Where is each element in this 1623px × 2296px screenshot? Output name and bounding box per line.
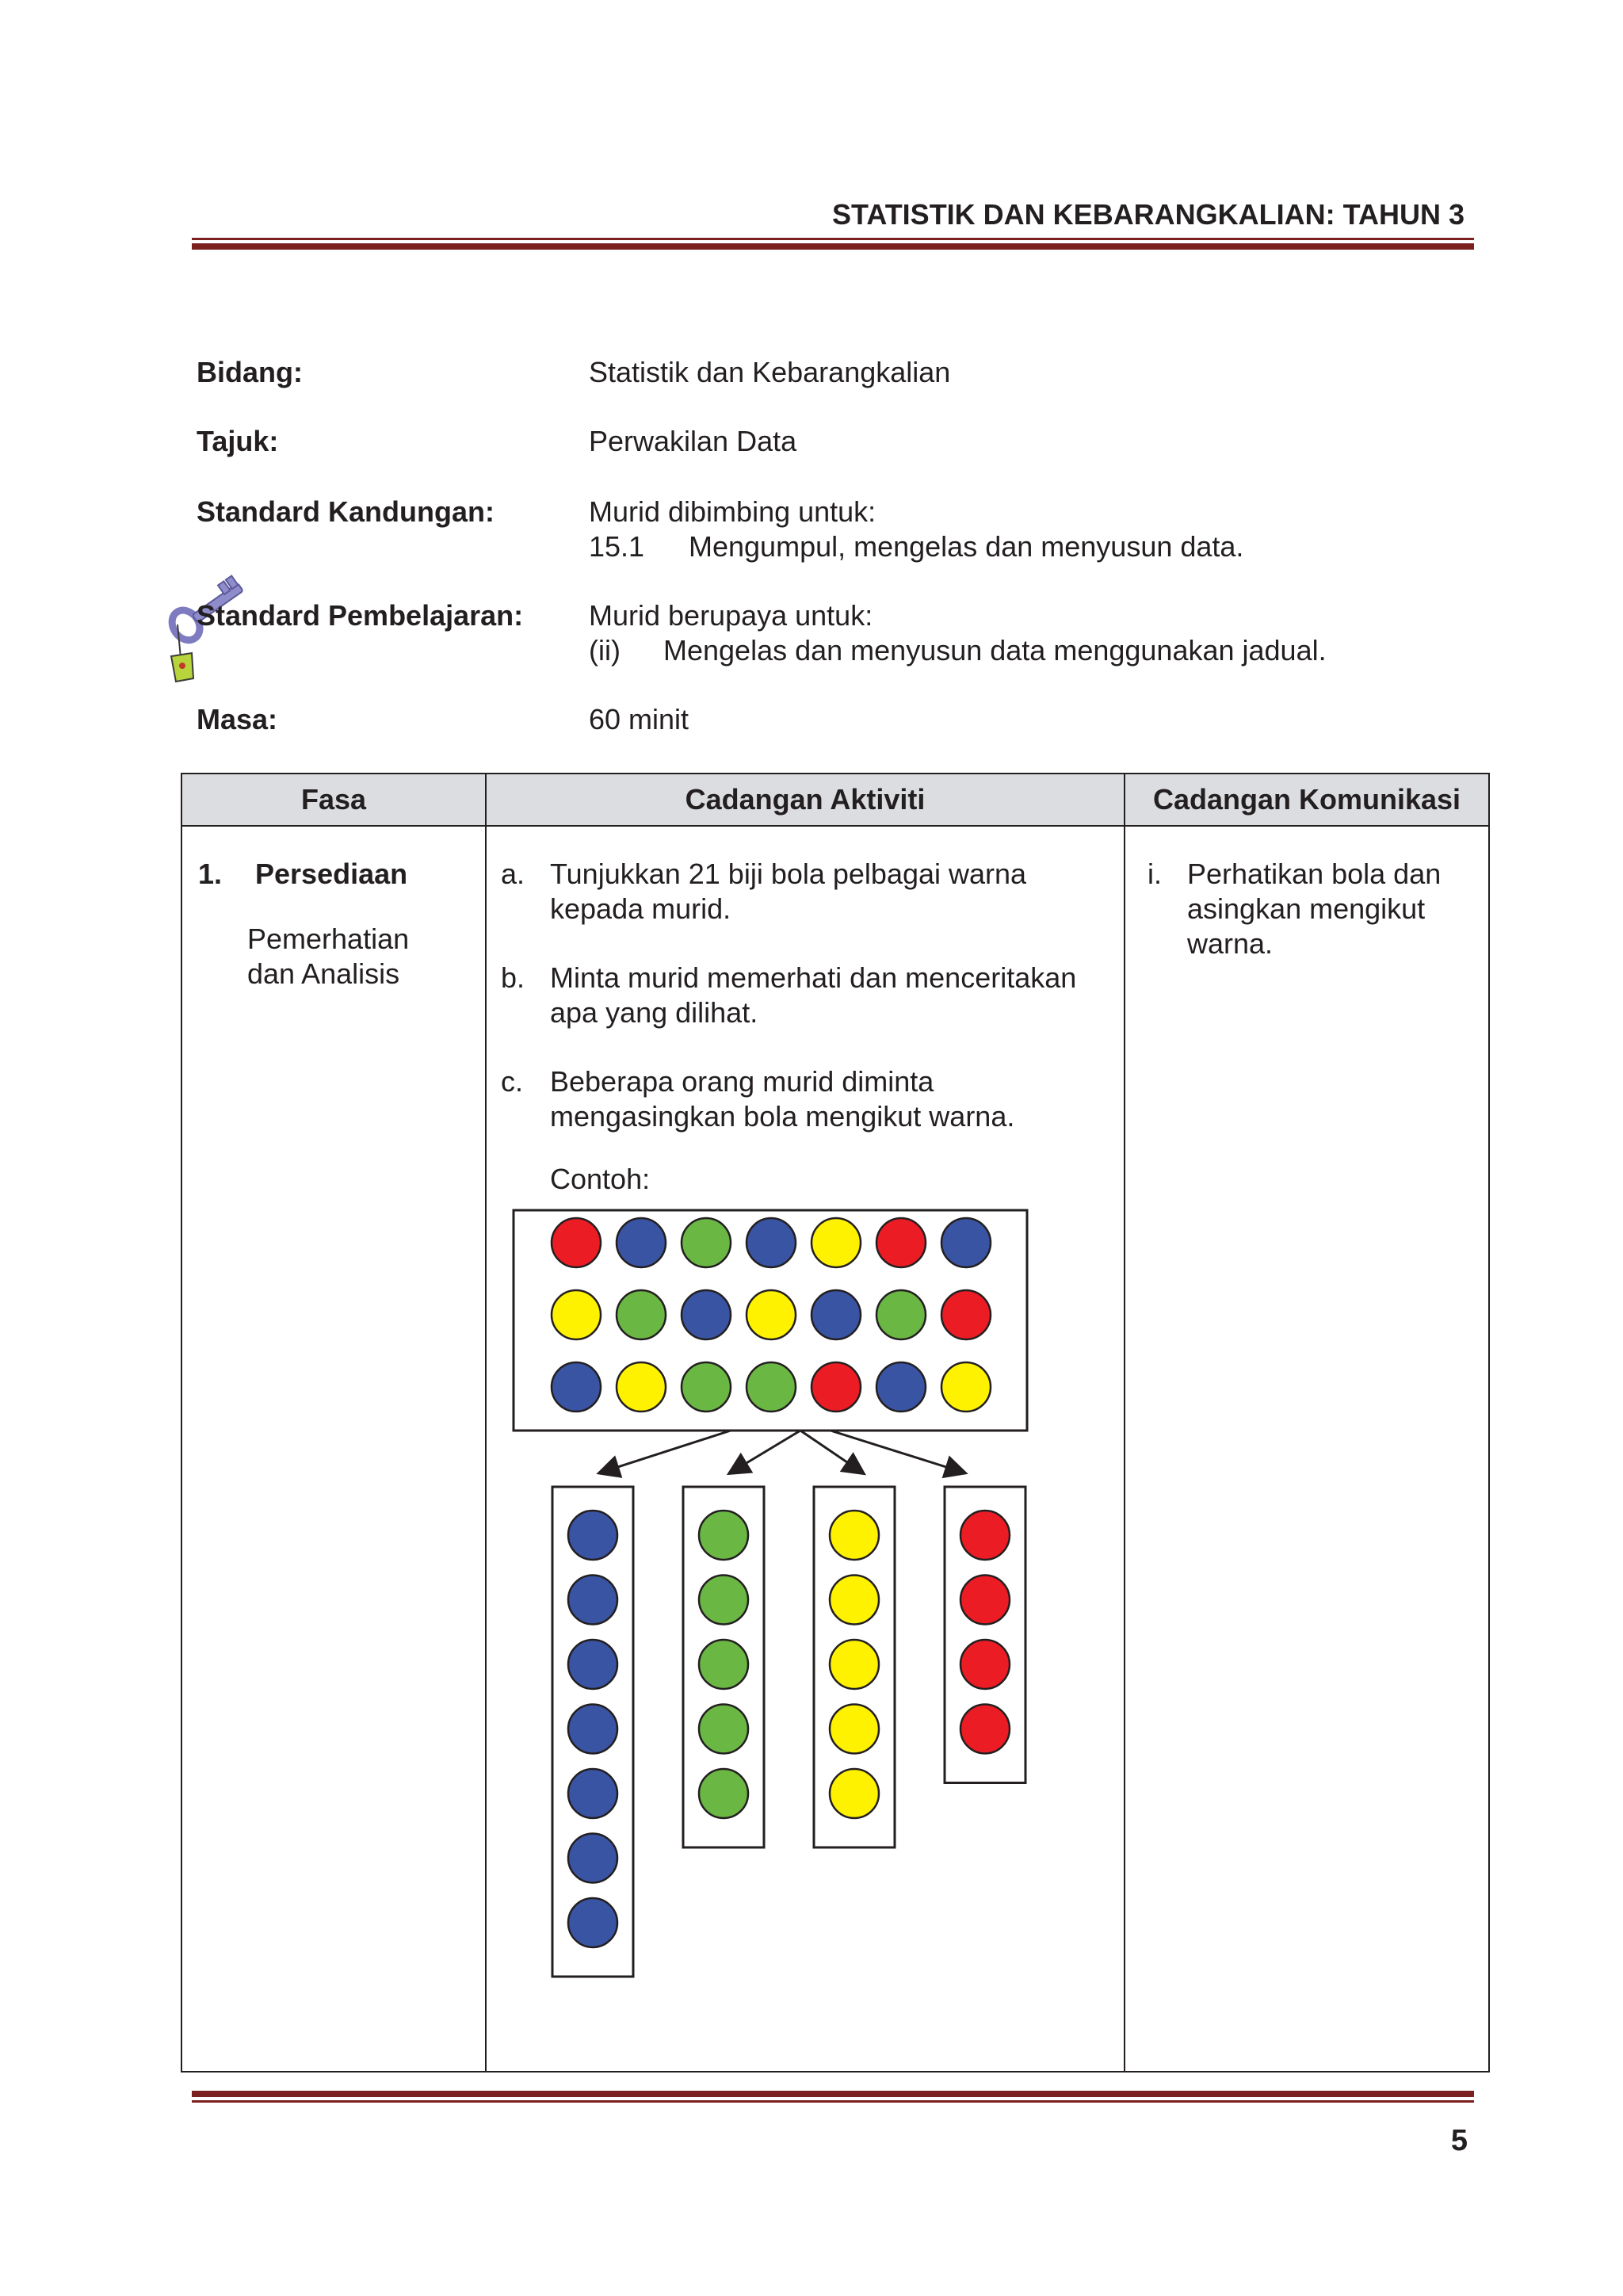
ball-red (941, 1290, 991, 1339)
group-ball-yellow (830, 1576, 879, 1625)
ball-green (682, 1218, 731, 1267)
standard-pembelajaran-intro: Murid berupaya untuk: (589, 599, 873, 632)
ball-blue (812, 1290, 861, 1339)
standard-kandungan-text: Mengumpul, mengelas dan menyusun data. (689, 530, 1244, 563)
group-ball-blue (568, 1511, 617, 1560)
group-ball-red (960, 1511, 1010, 1560)
activity-text: Beberapa orang murid diminta mengasingkan bola mengikut warna. (550, 1065, 1015, 1133)
group-ball-blue (568, 1834, 617, 1883)
fasa-subtitle-line: Pemerhatian (247, 923, 410, 955)
activity-marker: b. (501, 961, 525, 994)
ball-yellow (941, 1362, 991, 1412)
sorting-arrow (601, 1431, 731, 1473)
group-ball-yellow (830, 1769, 879, 1818)
group-ball-yellow (830, 1511, 879, 1560)
ball-blue (941, 1218, 991, 1267)
group-ball-yellow (830, 1640, 879, 1689)
ball-blue (747, 1218, 796, 1267)
tajuk-label: Tajuk: (197, 425, 279, 457)
ball-red (812, 1362, 861, 1412)
fasa-subtitle-line: dan Analisis (247, 957, 400, 990)
header-cadangan-aktiviti: Cadangan Aktiviti (486, 774, 1125, 826)
ball-blue (617, 1218, 666, 1267)
ball-red (876, 1218, 926, 1267)
group-ball-green (699, 1640, 748, 1689)
group-ball-green (699, 1576, 748, 1625)
activity-marker: c. (501, 1065, 524, 1098)
ball-green (876, 1290, 926, 1339)
ball-blue (552, 1362, 601, 1412)
ball-green (747, 1362, 796, 1412)
bidang-value: Statistik dan Kebarangkalian (589, 356, 951, 388)
masa-value: 60 minit (589, 703, 689, 735)
contoh-label: Contoh: (550, 1163, 651, 1195)
group-ball-blue (568, 1769, 617, 1818)
standard-kandungan-intro: Murid dibimbing untuk: (589, 495, 876, 528)
bidang-label: Bidang: (197, 356, 303, 388)
masa-label: Masa: (197, 703, 278, 735)
group-ball-blue (568, 1705, 617, 1754)
communication-marker: i. (1148, 858, 1162, 890)
group-ball-red (960, 1640, 1010, 1689)
standard-pembelajaran-text: Mengelas dan menyusun data menggunakan jadual. (663, 634, 1327, 667)
group-ball-blue (568, 1576, 617, 1625)
standard-pembelajaran-label: Standard Pembelajaran: (197, 599, 524, 632)
group-ball-red (960, 1576, 1010, 1625)
activity-text: Tunjukkan 21 biji bola pelbagai warna kepada murid. (550, 858, 1027, 925)
ball-blue (682, 1290, 731, 1339)
standard-pembelajaran-number: (ii) (589, 634, 621, 667)
ball-yellow (812, 1218, 861, 1267)
ball-yellow (617, 1362, 666, 1412)
ball-blue (876, 1362, 926, 1412)
activity-text: Minta murid memerhati dan menceritakan apa yang dilihat. (550, 961, 1077, 1029)
ball-yellow (747, 1290, 796, 1339)
group-ball-red (960, 1705, 1010, 1754)
group-ball-green (699, 1769, 748, 1818)
ball-yellow (552, 1290, 601, 1339)
sorting-arrow (831, 1431, 964, 1473)
page-number: 5 (1450, 2124, 1468, 2157)
header-fasa: Fasa (181, 774, 486, 826)
group-ball-blue (568, 1640, 617, 1689)
group-ball-yellow (830, 1705, 879, 1754)
ball-green (617, 1290, 666, 1339)
standard-kandungan-number: 15.1 (589, 530, 645, 563)
standard-kandungan-label: Standard Kandungan: (197, 495, 495, 528)
ball-red (552, 1218, 601, 1267)
header-title: STATISTIK DAN KEBARANGKALIAN: TAHUN 3 (832, 198, 1465, 231)
fasa-name: Persediaan (255, 858, 408, 890)
sorting-arrow (731, 1431, 800, 1473)
communication-text: Perhatikan bola dan asingkan mengikut warna. (1187, 858, 1442, 960)
group-ball-green (699, 1705, 748, 1754)
header-cadangan-komunikasi: Cadangan Komunikasi (1125, 774, 1489, 826)
activity-marker: a. (501, 858, 525, 890)
tajuk-value: Perwakilan Data (589, 425, 797, 457)
group-ball-blue (568, 1898, 617, 1947)
ball-green (682, 1362, 731, 1412)
fasa-number: 1. (198, 858, 223, 890)
group-ball-green (699, 1511, 748, 1560)
